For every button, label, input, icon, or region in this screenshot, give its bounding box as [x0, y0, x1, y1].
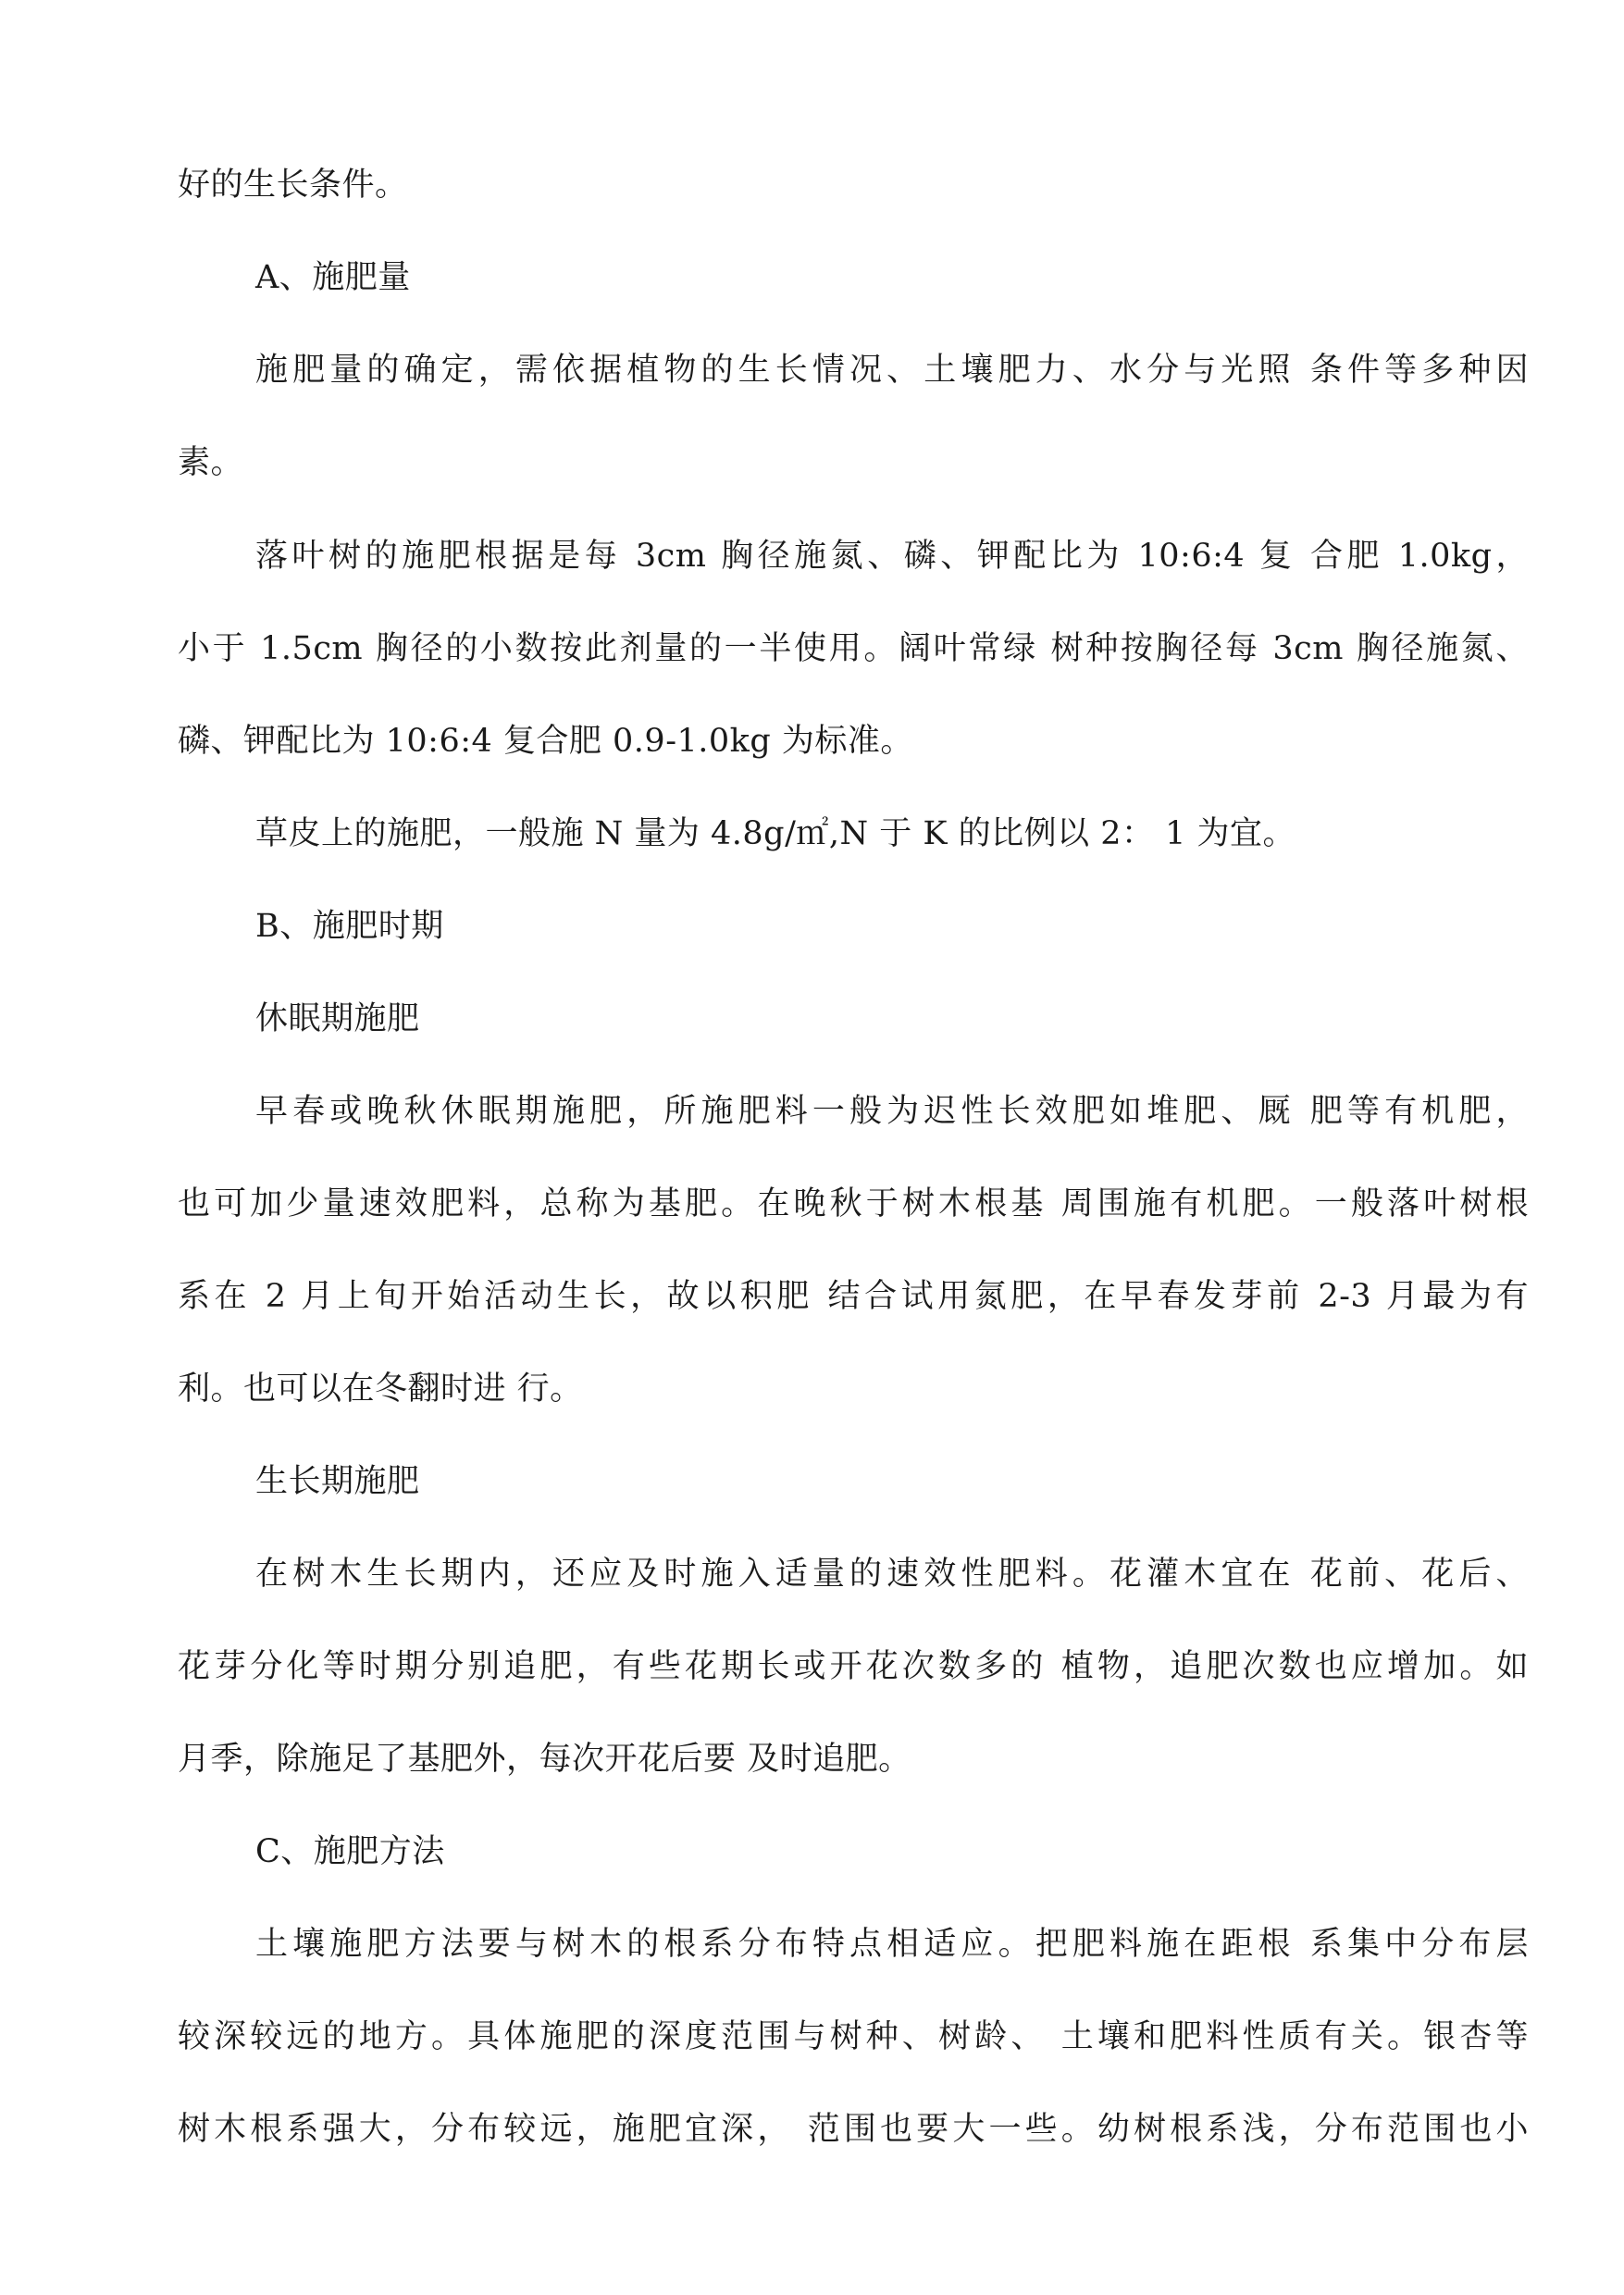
- text-line: 系在 2 月上旬开始活动生长，故以积肥 结合试用氮肥，在早春发芽前 2-3 月最为有: [178, 1278, 1529, 1315]
- section-heading-b: B、施肥时期: [255, 908, 444, 945]
- text-line: 早春或晚秋休眠期施肥，所施肥料一般为迟性长效肥如堆肥、厩 肥等有机肥，: [255, 1093, 1529, 1130]
- text-line: 落叶树的施肥根据是每 3cm 胸径施氮、磷、钾配比为 10:6:4 复 合肥 1.0kg，: [255, 538, 1529, 575]
- subheading-growth: 生长期施肥: [255, 1463, 420, 1500]
- text-line: 好的生长条件。: [178, 167, 408, 204]
- text-line: 月季，除施足了基肥外，每次开花后要 及时追肥。: [178, 1741, 911, 1778]
- text-line: 较深较远的地方。具体施肥的深度范围与树种、树龄、 土壤和肥料性质有关。银杏等: [178, 2018, 1529, 2055]
- text-line: 树木根系强大，分布较远，施肥宜深， 范围也要大一些。幼树根系浅，分布范围也小: [178, 2111, 1529, 2148]
- text-line: 草皮上的施肥，一般施 N 量为 4.8g/㎡,N 于 K 的比例以 2： 1 为宜。: [255, 815, 1296, 852]
- text-line: 在树木生长期内，还应及时施入适量的速效性肥料。花灌木宜在 花前、花后、: [255, 1556, 1529, 1593]
- section-heading-c: C、施肥方法: [255, 1833, 445, 1870]
- text-line: 小于 1.5cm 胸径的小数按此剂量的一半使用。阔叶常绿 树种按胸径每 3cm 胸径施氮、: [178, 630, 1529, 667]
- section-heading-a: A、施肥量: [255, 259, 411, 296]
- text-line: 利。也可以在冬翻时进 行。: [178, 1371, 583, 1408]
- text-line: 土壤施肥方法要与树木的根系分布特点相适应。把肥料施在距根 系集中分布层: [255, 1926, 1529, 1963]
- subheading-dormant: 休眠期施肥: [255, 1000, 420, 1037]
- text-line: 花芽分化等时期分别追肥，有些花期长或开花次数多的 植物，追肥次数也应增加。如: [178, 1648, 1529, 1685]
- text-line: 素。: [178, 444, 244, 481]
- text-line: 也可加少量速效肥料，总称为基肥。在晚秋于树木根基 周围施有机肥。一般落叶树根: [178, 1185, 1529, 1222]
- text-line: 施肥量的确定，需依据植物的生长情况、土壤肥力、水分与光照 条件等多种因: [255, 352, 1529, 389]
- text-line: 磷、钾配比为 10:6:4 复合肥 0.9-1.0kg 为标准。: [178, 723, 913, 760]
